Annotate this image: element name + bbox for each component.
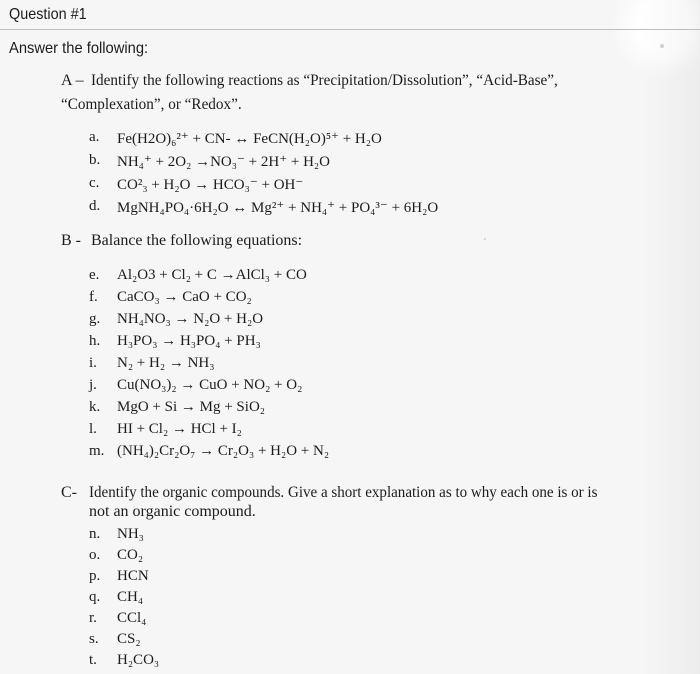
compound-p: HCN — [117, 568, 149, 584]
section-c-label: C- — [61, 484, 77, 501]
equation-g: NH₄NO₃ → N₂O + H₂O — [117, 311, 264, 327]
edge-shadow — [640, 0, 700, 674]
item-letter: a. — [89, 129, 100, 145]
item-letter: i. — [89, 355, 97, 371]
item-letter: d. — [89, 198, 101, 214]
section-b-label: B - — [61, 232, 81, 249]
reaction-c: CO²₃ + H₂O → HCO₃⁻ + OH⁻ — [117, 177, 304, 193]
equation-h: H₃PO₃ → H₃PO₄ + PH₃ — [117, 333, 261, 349]
section-b-prompt: Balance the following equations: — [91, 232, 303, 249]
item-letter: e. — [89, 267, 100, 283]
compound-t: H₂CO₃ — [117, 652, 160, 668]
reaction-b: NH₄⁺ + 2O₂ →NO₃⁻ + 2H⁺ + H₂O — [117, 154, 330, 170]
intro-text: Answer the following: — [9, 40, 149, 57]
reaction-d: MgNH₄PO₄·6H₂O ↔ Mg²⁺ + NH₄⁺ + PO₄³⁻ + 6H₂O — [117, 200, 439, 216]
equation-m: (NH₄)₂Cr₂O₇ → Cr₂O₃ + H₂O + N₂ — [117, 443, 330, 459]
compound-n: NH₃ — [117, 526, 144, 542]
item-letter: b. — [89, 152, 101, 168]
item-letter: g. — [89, 311, 101, 327]
section-c-prompt-line2: not an organic compound. — [89, 503, 256, 520]
item-letter: o. — [89, 547, 101, 563]
reaction-a: Fe(H2O)₆²⁺ + CN- ↔ FeCN(H₂O)⁵⁺ + H₂O — [117, 131, 382, 147]
speck — [660, 44, 664, 48]
item-letter: k. — [89, 399, 101, 415]
item-letter: n. — [89, 526, 101, 542]
item-letter: t. — [89, 652, 97, 668]
header-divider — [0, 29, 700, 30]
item-letter: c. — [89, 175, 100, 191]
equation-k: MgO + Si → Mg + SiO₂ — [117, 399, 266, 415]
compound-o: CO₂ — [117, 547, 144, 563]
equation-j: Cu(NO₃)₂ → CuO + NO₂ + O₂ — [117, 377, 303, 393]
compound-s: CS₂ — [117, 631, 141, 647]
item-letter: j. — [89, 377, 97, 393]
item-letter: s. — [89, 631, 99, 647]
item-letter: q. — [89, 589, 101, 605]
equation-f: CaCO₃ → CaO + CO₂ — [117, 289, 252, 305]
item-letter: p. — [89, 568, 101, 584]
section-a-prompt-line2: “Complexation”, or “Redox”. — [61, 96, 242, 113]
section-c-prompt-line1: Identify the organic compounds. Give a short explanation as to why each one is or is — [89, 484, 598, 501]
item-letter: h. — [89, 333, 101, 349]
equation-l: HI + Cl₂ → HCl + I₂ — [117, 421, 242, 437]
speck — [484, 238, 486, 240]
equation-i: N₂ + H₂ → NH₃ — [117, 355, 215, 371]
compound-q: CH₄ — [117, 589, 144, 605]
compound-r: CCl₄ — [117, 610, 147, 626]
item-letter: r. — [89, 610, 97, 626]
equation-e: Al₂O3 + Cl₂ + C →AlCl₃ + CO — [117, 267, 307, 283]
item-letter: f. — [89, 289, 98, 305]
item-letter: m. — [89, 443, 105, 459]
section-a-prompt-line1: Identify the following reactions as “Precipitation/Dissolution”, “Acid-Base”, — [91, 72, 558, 89]
item-letter: l. — [89, 421, 97, 437]
page-title: Question #1 — [9, 6, 87, 23]
section-a-label: A – — [61, 72, 84, 89]
